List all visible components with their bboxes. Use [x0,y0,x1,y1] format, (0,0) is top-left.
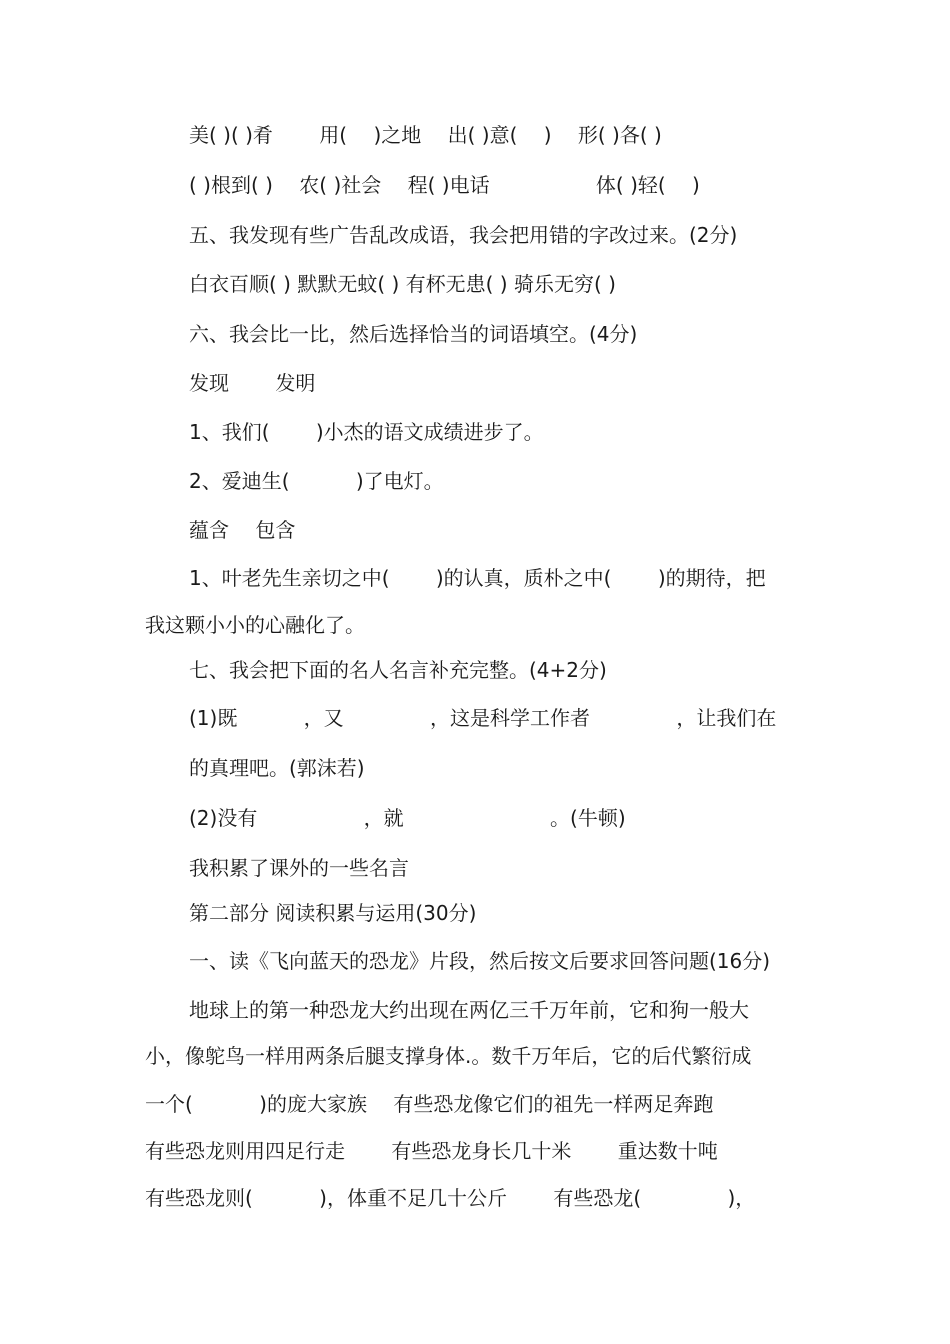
text-line: ( )根到( ) 农( )社会 程( )电话 体( )轻( ) [189,173,700,197]
text-line: 的真理吧。(郭沫若) [189,756,365,780]
text-line: 有些恐龙则( )，体重不足几十公斤 有些恐龙( )， [145,1186,756,1210]
text-line: 发现 发明 [189,371,316,395]
section-heading: 六、我会比一比，然后选择恰当的词语填空。(4分) [189,322,638,346]
text-line: 地球上的第一种恐龙大约出现在两亿三千万年前，它和狗一般大 [189,998,749,1022]
text-line: 蕴含 包含 [189,518,296,542]
text-line: 一个( )的庞大家族 有些恐龙像它们的祖先一样两足奔跑 [145,1092,714,1116]
text-line: (2)没有 ，就 。(牛顿) [189,806,626,830]
text-line: 白衣百顺( ) 默默无蚊( ) 有杯无患( ) 骑乐无穷( ) [189,272,616,296]
part-heading: 第二部分 阅读积累与运用(30分) [189,901,477,925]
text-line: 我这颗小小的心融化了。 [145,613,365,637]
section-heading: 一、读《飞向蓝天的恐龙》片段，然后按文后要求回答问题(16分) [189,949,771,973]
text-line: (1)既 ，又 ，这是科学工作者 ，让我们在 [189,706,777,730]
section-heading: 七、我会把下面的名人名言补充完整。(4+2分) [189,658,607,682]
text-line: 1、叶老先生亲切之中( )的认真，质朴之中( )的期待，把 [189,566,766,590]
section-heading: 五、我发现有些广告乱改成语，我会把用错的字改过来。(2分) [189,223,738,247]
text-line: 2、爱迪生( )了电灯。 [189,469,444,493]
text-line: 我积累了课外的一些名言 [189,856,409,880]
text-line: 有些恐龙则用四足行走 有些恐龙身长几十米 重达数十吨 [145,1139,718,1163]
text-line: 小，像鸵鸟一样用两条后腿支撑身体.。数千万年后，它的后代繁衍成 [145,1044,752,1068]
text-line: 1、我们( )小杰的语文成绩进步了。 [189,420,544,444]
text-line: 美( )( )肴 用( )之地 出( )意( ) 形( )各( ) [189,123,662,147]
